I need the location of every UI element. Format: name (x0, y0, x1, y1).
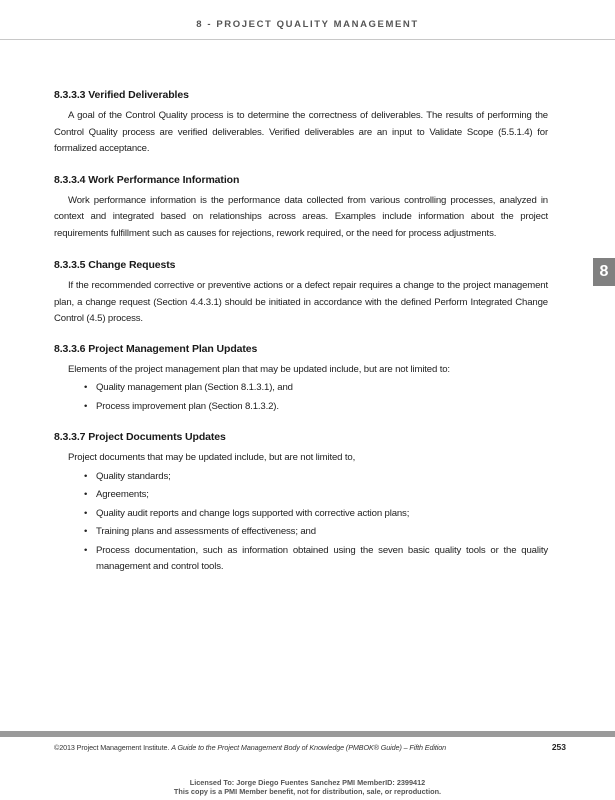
section-change-requests (54, 258, 548, 328)
footer-book-title: A Guide to the Project Management Body of Knowledge (PMBOK® Guide) – Fifth Edition (171, 743, 447, 752)
section-heading: 8.3.3.3 Verified Deliverables (54, 89, 189, 101)
running-header-title: 8 - PROJECT QUALITY MANAGEMENT (196, 19, 419, 30)
footer-copyright: ©2013 Project Management Institute. (54, 743, 170, 752)
list-item-text: Training plans and assessments of effectiveness; and (96, 526, 316, 537)
list-item (54, 469, 548, 486)
section-heading: 8.3.3.7 Project Documents Updates (54, 431, 226, 443)
section-paragraph: Work performance information is the performance data collected from various controlling processes, analyzed in context and integrated based on relationships across areas. Examples include information about the project requirements fulfillment such as causes for rejections, rework required, or the need for process adjustments. (54, 194, 548, 239)
list-item (54, 399, 548, 416)
footer-divider (0, 731, 615, 737)
footer-citation (54, 743, 446, 752)
list-item (54, 543, 548, 576)
bullet-icon: • (84, 489, 88, 500)
list-item (54, 524, 548, 541)
bullet-icon: • (84, 507, 88, 519)
bullet-icon: • (84, 400, 88, 412)
bullet-icon: • (84, 526, 88, 537)
section-heading: 8.3.3.5 Change Requests (54, 259, 176, 271)
list-item (54, 487, 548, 504)
section-heading: 8.3.3.4 Work Performance Information (54, 173, 240, 186)
list-item (54, 506, 548, 523)
section-paragraph: A goal of the Control Quality process is to determine the correctness of deliverables. The results of performing the Control Quality process are verified deliverables. Verified deliverables are an input to Validate Scope (5.5.1.4) for formalized acceptance. (54, 110, 548, 154)
section-project-management-plan-updates (54, 342, 548, 416)
list-item-text: Quality management plan (Section 8.1.3.1), and (96, 382, 293, 393)
page-header (0, 0, 615, 40)
page-content (54, 88, 548, 592)
bullet-list (54, 469, 548, 576)
section-verified-deliverables (54, 88, 548, 158)
section-project-documents-updates (54, 430, 548, 576)
bullet-icon: • (84, 544, 88, 556)
license-line-1: Licensed To: Jorge Diego Fuentes Sanchez PMI MemberID: 2399412 (189, 778, 426, 787)
page-number: 253 (551, 742, 566, 752)
bullet-list (54, 380, 548, 415)
section-work-performance-information (54, 173, 548, 243)
list-item (54, 380, 548, 397)
list-item-text: Quality audit reports and change logs supported with corrective action plans; (96, 507, 410, 519)
license-notice (0, 779, 615, 796)
list-item-text: Quality standards; (96, 470, 171, 482)
section-paragraph: Project documents that may be updated include, but are not limited to, (68, 452, 356, 463)
chapter-thumb-tab: 8 (593, 258, 615, 286)
list-item-text: Process documentation, such as information obtained using the seven basic quality tools or the quality management and control tools. (96, 544, 548, 572)
license-line-2: This copy is a PMI Member benefit, not for distribution, sale, or reproduction. (173, 786, 442, 796)
section-paragraph: Elements of the project management plan that may be updated include, but are not limited to: (68, 363, 450, 375)
list-item-text: Agreements; (96, 489, 149, 500)
bullet-icon: • (84, 382, 88, 393)
section-heading: 8.3.3.6 Project Management Plan Updates (54, 342, 258, 355)
list-item-text: Process improvement plan (Section 8.1.3.2). (96, 400, 279, 412)
bullet-icon: • (84, 470, 88, 482)
section-paragraph: If the recommended corrective or preventive actions or a defect repair requires a change to the project management plan, a change request (Section 4.4.3.1) should be initiated in accordance with the defined Perform Integrated Change Control (4.5) process. (54, 280, 548, 324)
